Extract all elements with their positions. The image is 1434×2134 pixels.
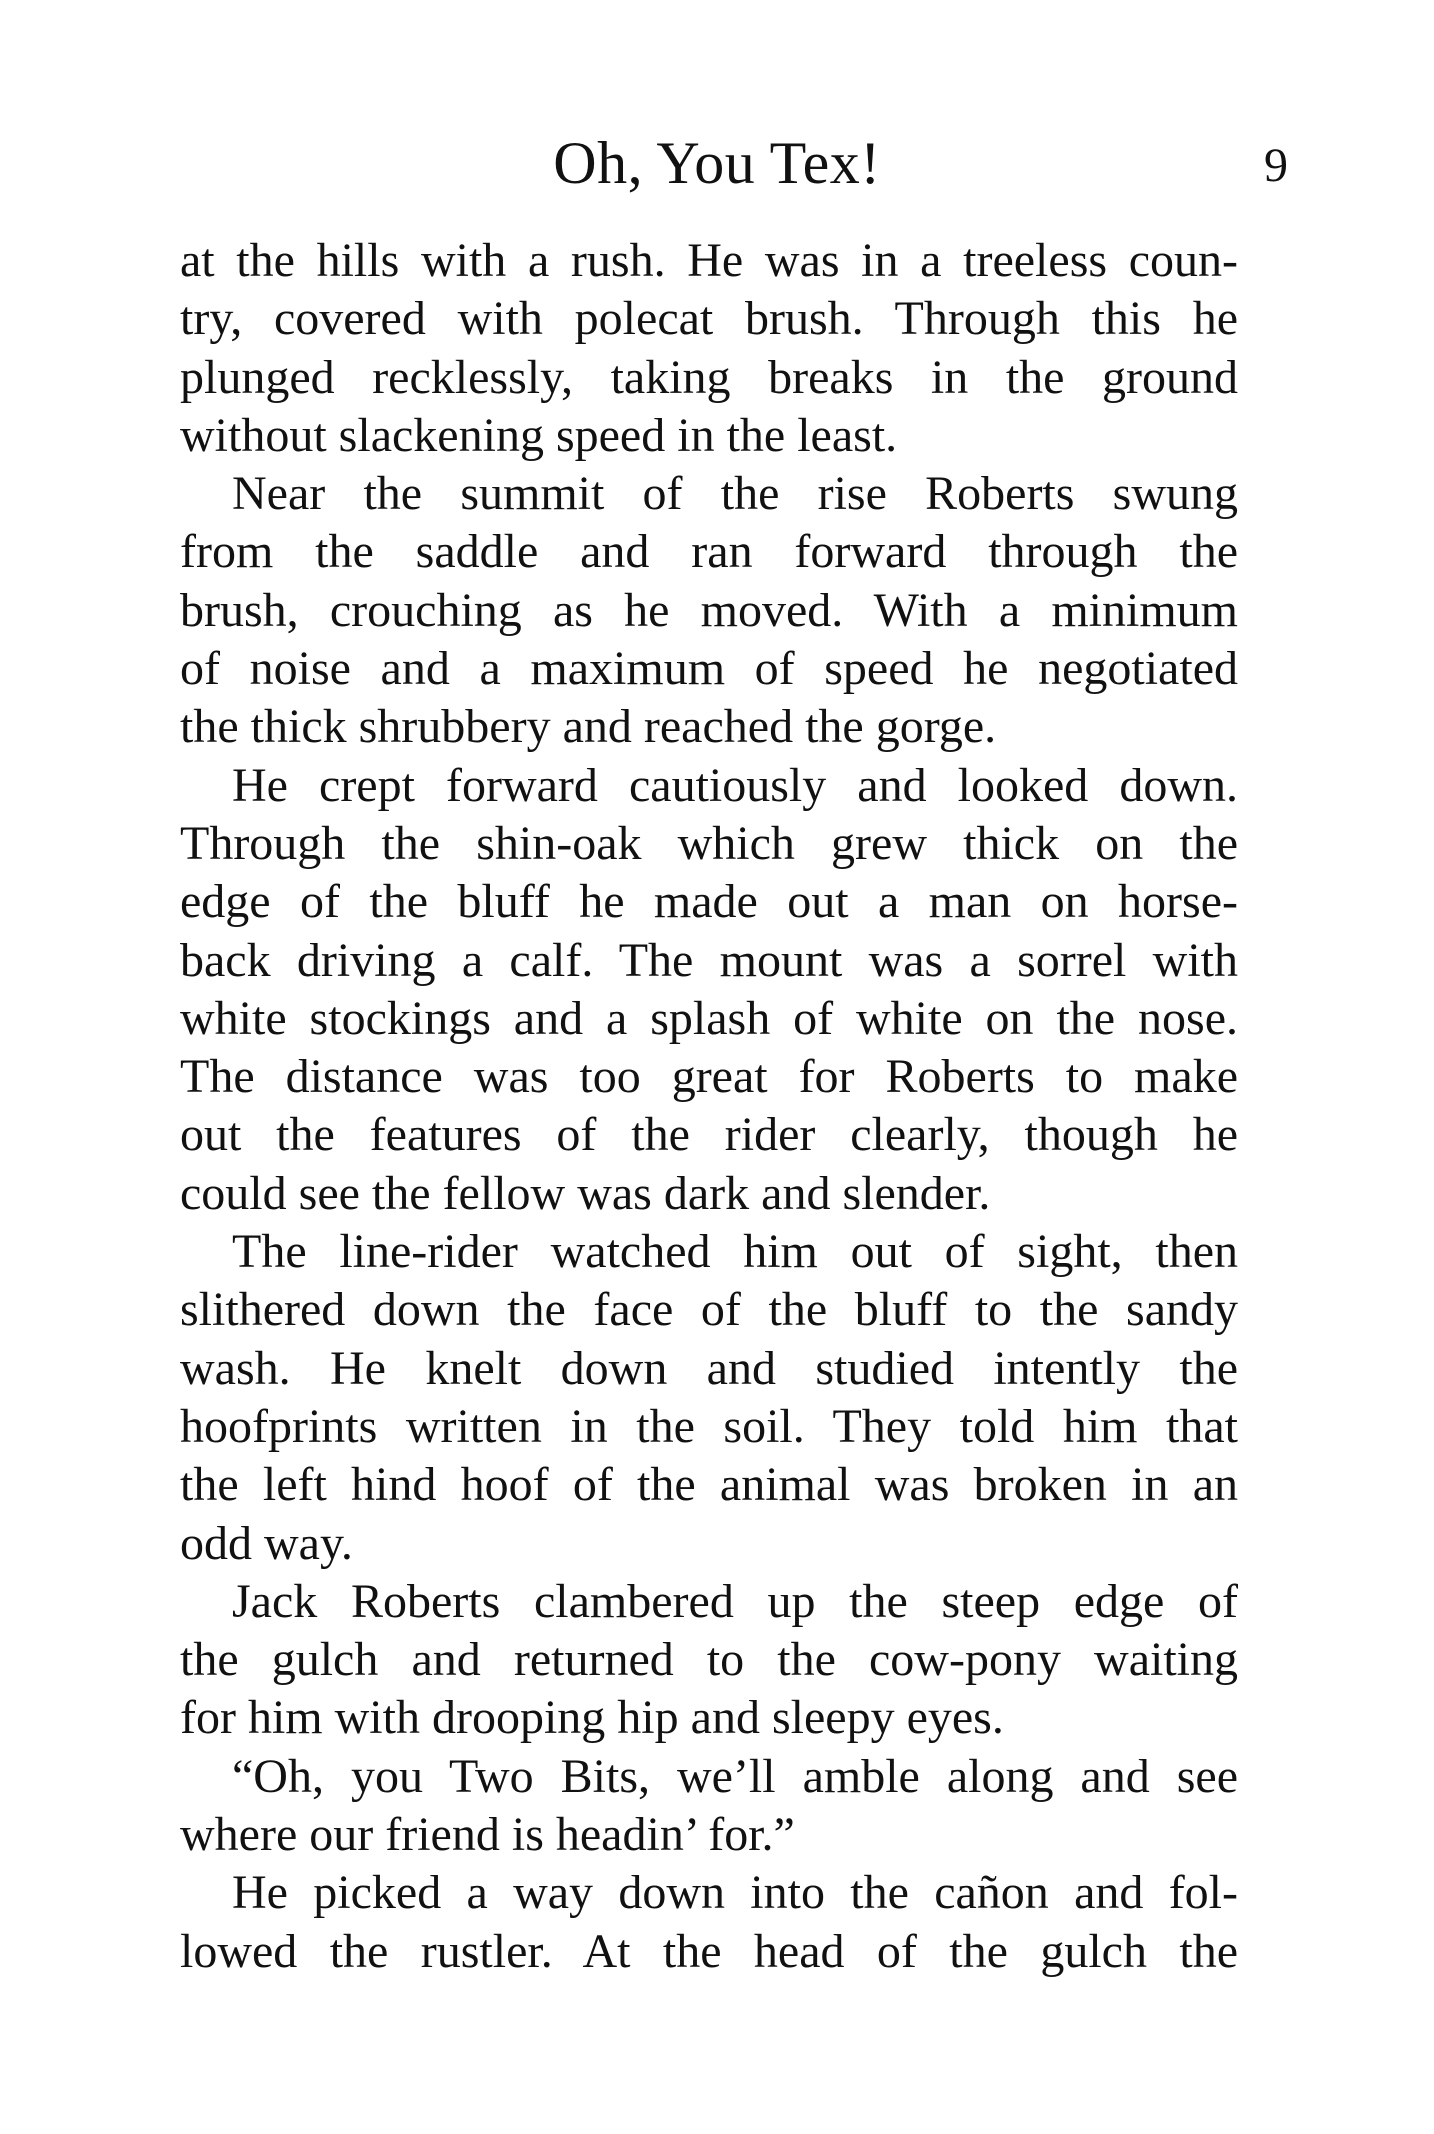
text-line: He picked a way down into the cañon and fol- [232,1866,1238,1920]
text-line: could see the fellow was dark and slender. [180,1166,991,1220]
paragraph-2 [180,465,1238,756]
text-line: lowed the rustler. At the head of the gulch the [180,1924,1238,1978]
text-line: slithered down the face of the bluff to the sandy [180,1283,1238,1337]
text-line: edge of the bluff he made out a man on horse- [180,875,1238,929]
text-line: odd way. [180,1516,353,1570]
text-line: Jack Roberts clambered up the steep edge of [232,1574,1238,1628]
paragraph-6 [180,1748,1238,1865]
text-line: try, covered with polecat brush. Through this he [180,292,1238,346]
text-line: the thick shrubbery and reached the gorge. [180,700,997,754]
text-line: where our friend is headin’ for.” [180,1808,795,1862]
text-line: white stockings and a splash of white on the nose. [180,991,1238,1045]
text-line: brush, crouching as he moved. With a minimum [180,583,1238,637]
text-line: hoofprints written in the soil. They told him that [180,1399,1238,1453]
text-line: The distance was too great for Roberts to make [180,1050,1238,1104]
text-line: back driving a calf. The mount was a sorrel with [180,933,1238,987]
paragraph-4 [180,1223,1238,1573]
text-line: the gulch and returned to the cow-pony waiting [180,1633,1238,1687]
text-line: The line-rider watched him out of sight, then [232,1225,1238,1279]
text-body [180,232,1238,1981]
text-line: from the saddle and ran forward through the [180,525,1238,579]
page-number: 9 [1264,139,1288,192]
text-line: for him with drooping hip and sleepy eyes. [180,1691,1004,1745]
text-line: Through the shin-oak which grew thick on the [180,816,1238,870]
paragraph-3 [180,757,1238,1223]
text-line: wash. He knelt down and studied intently the [180,1341,1238,1395]
text-line: at the hills with a rush. He was in a treeless coun- [180,234,1238,287]
paragraph-5 [180,1573,1238,1748]
running-title: Oh, You Tex! [553,130,881,196]
text-line: plunged recklessly, taking breaks in the ground [180,350,1238,404]
text-line: “Oh, you Two Bits, we’ll amble along and see [232,1749,1238,1803]
text-line: He crept forward cautiously and looked down. [232,758,1238,812]
paragraph-7 [180,1864,1238,1981]
paragraph-1 [180,232,1238,465]
text-line: out the features of the rider clearly, though he [180,1108,1238,1162]
text-line: Near the summit of the rise Roberts swung [232,467,1238,521]
text-line: the left hind hoof of the animal was broken in an [180,1458,1238,1512]
text-line: without slackening speed in the least. [180,408,898,462]
text-line: of noise and a maximum of speed he negotiated [180,642,1238,696]
